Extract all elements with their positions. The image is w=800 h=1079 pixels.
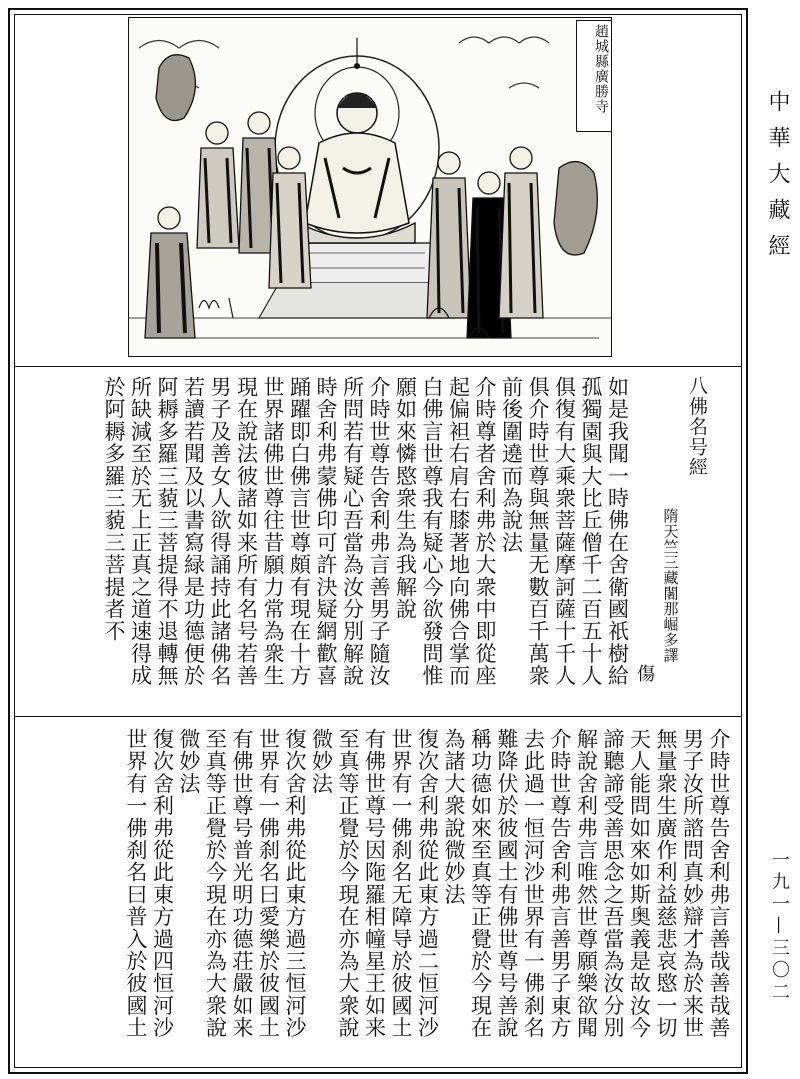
text-column: 起偏袒右肩右膝著地向佛合掌而 [446, 376, 471, 687]
sutra-text-block-upper [58, 376, 710, 712]
text-column: 介時世尊告舍利弗言善男子東方 [548, 728, 572, 1039]
text-column: 時舍利弗蒙佛印可許決疑網歡喜 [314, 376, 338, 687]
tag-column: 傷 [634, 664, 655, 684]
text-column: 為諸大衆說微妙法 [442, 728, 466, 906]
text-column: 若讀若聞及以書寫緑是功德便於 [181, 376, 206, 687]
text-column: 稱功德如來至真等正覺於今現在 [468, 728, 493, 1039]
text-column: 白佛言世尊我有疑心今欲發問惟 [420, 376, 444, 687]
translator-column: 隋天竺三藏闍那崛多譯 [661, 508, 680, 663]
text-column: 復次舍利弗從此東方過四恒河沙 [150, 728, 175, 1039]
text-column: 微妙法 [309, 728, 334, 795]
section-divider [14, 716, 742, 717]
text-column: 如是我聞一時佛在舍衛國祇樹給 [605, 376, 630, 687]
text-column: 踊躍即白佛言世尊頗有現在十方 [287, 376, 312, 687]
text-column: 現在說法彼諸如来所有名号若善 [234, 376, 259, 687]
cloud-lines [139, 37, 549, 88]
section-divider [14, 366, 742, 367]
text-column: 前後圍遶而為說法 [499, 376, 524, 554]
right-monks-group [427, 147, 597, 338]
text-column: 男子及善女人欲得誦持此諸佛名 [208, 376, 232, 687]
text-column: 介時尊者舍利弗於大衆中即從座 [473, 376, 497, 687]
text-column: 俱介時世尊與無量无數百千萬衆 [526, 376, 550, 687]
text-column: 世界有一佛刹名无障导於彼國土 [389, 728, 413, 1039]
text-column: 有佛世尊号普光明功德荘嚴如来 [230, 728, 254, 1039]
text-column: 孤獨園與大比丘僧千二百五十人 [579, 376, 603, 687]
text-column: 世界有一佛刹名曰普入於彼國土 [124, 728, 148, 1039]
frontispiece-illustration [128, 17, 612, 357]
text-column: 諦聽諦受善思念之吾當為汝分別 [601, 728, 625, 1039]
offerings [199, 298, 233, 318]
text-column: 天人能問如來如斯奥義是故汝今 [627, 728, 652, 1039]
text-column: 男子汝所諮問真妙辯才為於来世 [680, 728, 705, 1039]
text-column: 世界諸佛世尊往昔願力常為衆生 [261, 376, 285, 687]
title-column: 八佛名号經 [686, 376, 708, 477]
text-column: 介時世尊告舍利弗言善男子隨汝 [367, 376, 391, 687]
text-column: 復次舍利弗從此東方過三恒河沙 [283, 728, 307, 1039]
text-column: 所缺減至於无上正真之道速得成 [128, 376, 153, 687]
text-column: 世界有一佛刹名曰愛樂於彼國土 [256, 728, 281, 1039]
text-column: 無量衆生廣作利益慈悲哀愍一切 [654, 728, 678, 1039]
text-column: 有佛世尊号因陁羅相幢星王如来 [362, 728, 387, 1039]
text-column: 俱復有大乘衆菩薩摩訶薩十千人 [552, 376, 577, 687]
text-column: 所問若有疑心吾當為汝分別解說 [340, 376, 365, 687]
text-column: 難降伏於彼國土有佛世尊号善說 [495, 728, 519, 1039]
text-column: 介時世尊告舍利弗言善哉善哉善 [707, 728, 731, 1039]
text-column: 解說舍利弗言唯然世尊願樂欲聞 [574, 728, 599, 1039]
text-column: 阿耨多羅三藐三菩提得不退轉無 [155, 376, 179, 687]
buddha-robe [305, 133, 409, 233]
temple-name-cartouche: 趙城縣廣勝寺 [576, 20, 612, 132]
text-column: 至真等正覺於今現在亦為大衆說 [336, 728, 360, 1039]
text-column: 復次舍利弗從此東方過二恒河沙 [415, 728, 440, 1039]
text-column: 微妙法 [177, 728, 201, 795]
page-number: 一九一—三〇二 [769, 850, 790, 1004]
sutra-text-block-lower [60, 728, 732, 1064]
text-column: 去此過一恒河沙世界有一佛刹名 [521, 728, 546, 1039]
floor-lines [129, 318, 612, 338]
buddha-hair [337, 93, 377, 108]
text-column: 於阿耨多羅三藐三菩提者不 [102, 376, 126, 643]
buddha-assembly-drawing [129, 18, 612, 357]
canon-title: 中華大藏經 [765, 90, 790, 270]
text-column: 願如來憐愍衆生為我解說 [393, 376, 418, 621]
text-column: 至真等正覺於今現在亦為大衆說 [203, 728, 228, 1039]
halo-flame [354, 63, 360, 69]
